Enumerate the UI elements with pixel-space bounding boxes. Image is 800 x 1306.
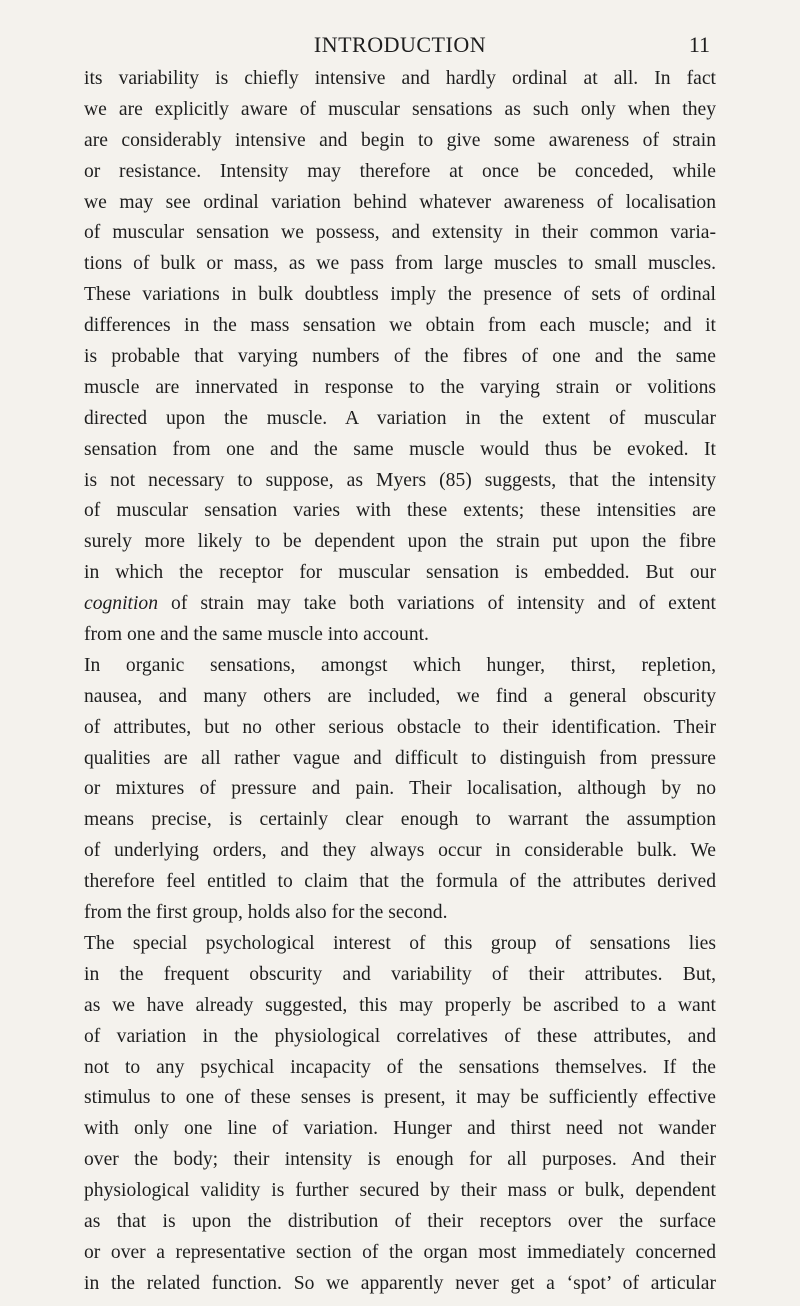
text-line [84, 1083, 716, 1114]
body-text [84, 64, 716, 1300]
line-text: from one and the same muscle into account. [84, 624, 429, 646]
text-line [84, 342, 716, 373]
line-text: from the first group, holds also for the second. [84, 902, 448, 924]
text-line [84, 1145, 716, 1176]
line-text: differences in the mass sensation we obtain from each muscle; and it [84, 315, 716, 337]
line-text: with only one line of variation. Hunger and thirst need not wander [84, 1118, 716, 1140]
text-line [84, 1176, 716, 1207]
text-line [84, 1022, 716, 1053]
line-text: or over a representative section of the organ most immediately concerned [84, 1241, 716, 1263]
line-text: or resistance. Intensity may therefore at once be conceded, while [84, 160, 716, 182]
running-title: INTRODUCTION [313, 32, 487, 57]
line-text: means precise, is certainly clear enough to warrant the assumption [84, 809, 716, 831]
text-line [84, 960, 716, 991]
line-text: directed upon the muscle. A variation in the extent of muscular [84, 407, 716, 429]
line-text: of muscular sensation we possess, and extensity in their common varia- [84, 222, 716, 244]
line-text: as we have already suggested, this may properly be ascribed to a want [84, 994, 716, 1016]
text-line [84, 527, 716, 558]
text-line [84, 95, 716, 126]
text-line [84, 126, 716, 157]
line-text: of variation in the physiological correlatives of these attributes, and [84, 1025, 716, 1047]
text-line [84, 188, 716, 219]
text-line [84, 1238, 716, 1269]
line-text: These variations in bulk doubtless imply the presence of sets of ordinal [84, 284, 716, 306]
text-line [84, 1269, 716, 1300]
line-text: in which the receptor for muscular sensation is embedded. But our [84, 562, 716, 584]
line-text: nausea, and many others are included, we find a general obscurity [84, 685, 716, 707]
line-text: is probable that varying numbers of the fibres of one and the same [84, 346, 716, 368]
line-text: of underlying orders, and they always occur in considerable bulk. We [84, 840, 716, 862]
line-text: surely more likely to be dependent upon the strain put upon the fibre [84, 531, 716, 553]
text-line [84, 466, 716, 497]
text-line [84, 929, 716, 960]
text-line [84, 1207, 716, 1238]
line-text: in the related function. So we apparently never get a ‘spot’ of articular [84, 1272, 716, 1294]
text-line [84, 898, 716, 929]
text-line [84, 157, 716, 188]
text-line [84, 280, 716, 311]
line-text: we may see ordinal variation behind whatever awareness of localisation [84, 191, 716, 213]
text-line [84, 589, 716, 620]
line-text: therefore feel entitled to claim that the formula of the attributes derived [84, 871, 716, 893]
line-text: over the body; their intensity is enough for all purposes. And their [84, 1149, 716, 1171]
page-header [84, 32, 716, 64]
line-text: sensation from one and the same muscle would thus be evoked. It [84, 438, 716, 460]
line-text: or mixtures of pressure and pain. Their localisation, although by no [84, 778, 716, 800]
line-text: The special psychological interest of this group of sensations lies [84, 932, 716, 954]
text-line [84, 311, 716, 342]
text-line [84, 682, 716, 713]
text-line [84, 744, 716, 775]
text-line [84, 1114, 716, 1145]
line-text: physiological validity is further secured by their mass or bulk, dependent [84, 1180, 716, 1202]
text-line [84, 64, 716, 95]
line-text: not to any psychical incapacity of the sensations themselves. If the [84, 1056, 716, 1078]
line-text: of strain may take both variations of intensity and of extent [158, 593, 716, 615]
text-line [84, 435, 716, 466]
text-line [84, 620, 716, 651]
line-text: are considerably intensive and begin to give some awareness of strain [84, 129, 716, 151]
italic-word: cognition [84, 593, 159, 615]
text-line [84, 373, 716, 404]
text-line [84, 249, 716, 280]
text-line [84, 805, 716, 836]
text-line [84, 1053, 716, 1084]
page-number: 11 [688, 32, 710, 57]
text-line [84, 713, 716, 744]
line-text: of attributes, but no other serious obstacle to their identification. Their [84, 716, 716, 738]
line-text: of muscular sensation varies with these extents; these intensities are [84, 500, 716, 522]
text-line [84, 558, 716, 589]
line-text: is not necessary to suppose, as Myers (85) suggests, that the intensity [84, 469, 716, 491]
text-line [84, 867, 716, 898]
text-line [84, 991, 716, 1022]
text-line [84, 404, 716, 435]
text-line [84, 218, 716, 249]
line-text: tions of bulk or mass, as we pass from large muscles to small muscles. [84, 253, 716, 275]
line-text: stimulus to one of these senses is present, it may be sufficiently effective [84, 1087, 716, 1109]
text-line [84, 774, 716, 805]
text-line [84, 496, 716, 527]
line-text: muscle are innervated in response to the varying strain or volitions [84, 376, 716, 398]
text-line [84, 836, 716, 867]
line-text: we are explicitly aware of muscular sensations as such only when they [84, 98, 716, 120]
text-line [84, 651, 716, 682]
line-text: qualities are all rather vague and difficult to distinguish from pressure [84, 747, 716, 769]
line-text: in the frequent obscurity and variability of their attributes. But, [84, 963, 716, 985]
line-text: In organic sensations, amongst which hunger, thirst, repletion, [84, 654, 716, 676]
line-text: as that is upon the distribution of their receptors over the surface [84, 1210, 716, 1232]
line-text: its variability is chiefly intensive and hardly ordinal at all. In fact [84, 68, 716, 89]
